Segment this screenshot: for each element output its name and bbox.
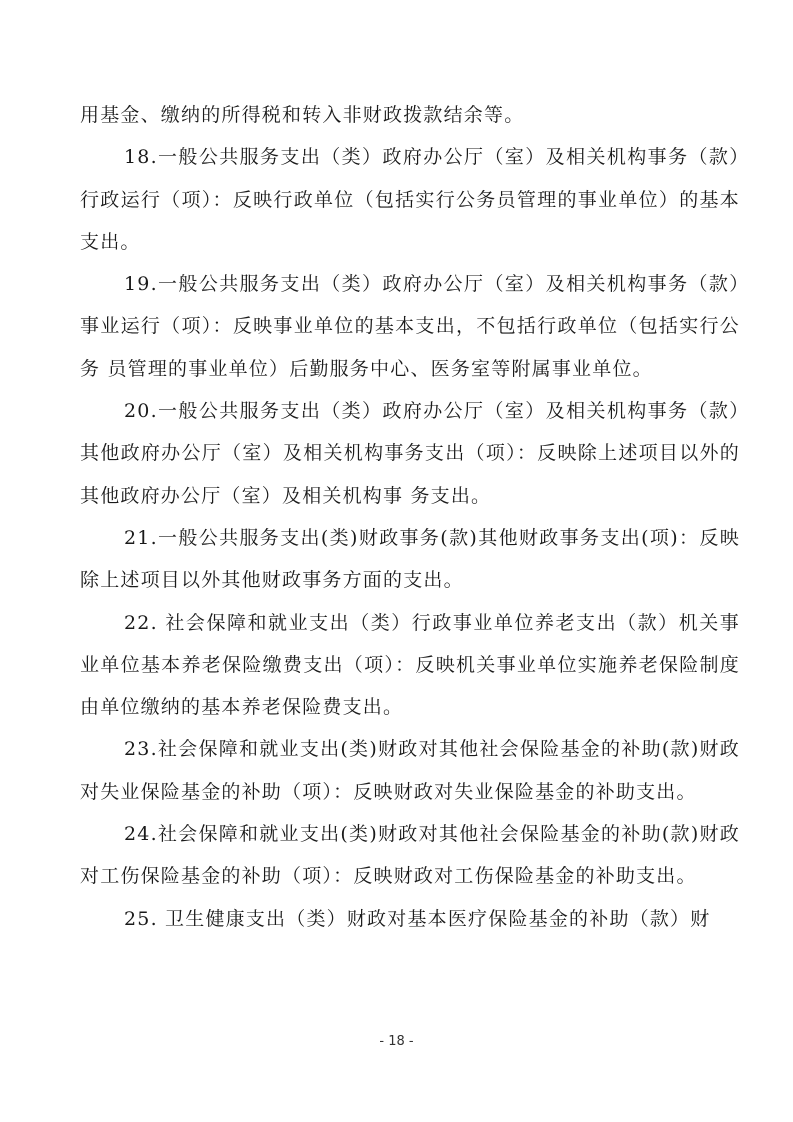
paragraph-continuation: 用基金、缴纳的所得税和转入非财政拨款结余等。 bbox=[80, 104, 525, 126]
body-text bbox=[80, 94, 740, 940]
paragraph-item-25: 25. 卫生健康支出（类）财政对基本医疗保险基金的补助（款）财 bbox=[124, 907, 711, 930]
paragraph-item-18: 18.一般公共服务支出（类）政府办公厅（室）及相关机构事务（款）行政运行（项）：反映行政单位（包括实行公务员管理的事业单位）的基本 支出。 bbox=[80, 146, 740, 253]
paragraph-item-24: 24.社会保障和就业支出(类)财政对其他社会保险基金的补助(款)财政对工伤保险基金的补助（项）：反映财政对工伤保险基金的补助支出。 bbox=[80, 823, 740, 888]
paragraph-item-20: 20.一般公共服务支出（类）政府办公厅（室）及相关机构事务（款）其他政府办公厅（室）及相关机构事务支出（项）：反映除上述项目以外的其他政府办公厅（室）及相关机构事 务支出。 bbox=[80, 400, 740, 507]
page-number: - 18 - bbox=[379, 1034, 414, 1049]
paragraph-item-21: 21.一般公共服务支出(类)财政事务(款)其他财政事务支出(项)：反映除上述项目以外其他财政事务方面的支出。 bbox=[80, 526, 740, 592]
paragraph-item-22: 22. 社会保障和就业支出（类）行政事业单位养老支出（款）机关事业单位基本养老保险缴费支出（项）：反映机关事业单位实施养老保险制度由单位缴纳的基本养老保险费支出。 bbox=[80, 611, 740, 719]
paragraph-item-23: 23.社会保障和就业支出(类)财政对其他社会保险基金的补助(款)财政对失业保险基金的补助（项）：反映财政对失业保险基金的补助支出。 bbox=[80, 738, 740, 803]
paragraph-item-19: 19.一般公共服务支出（类）政府办公厅（室）及相关机构事务（款）事业运行（项）：反映事业单位的基本支出，不包括行政单位（包括实行公务 员管理的事业单位）后勤服务中心、医务室等附属事业单位。 bbox=[80, 273, 740, 380]
